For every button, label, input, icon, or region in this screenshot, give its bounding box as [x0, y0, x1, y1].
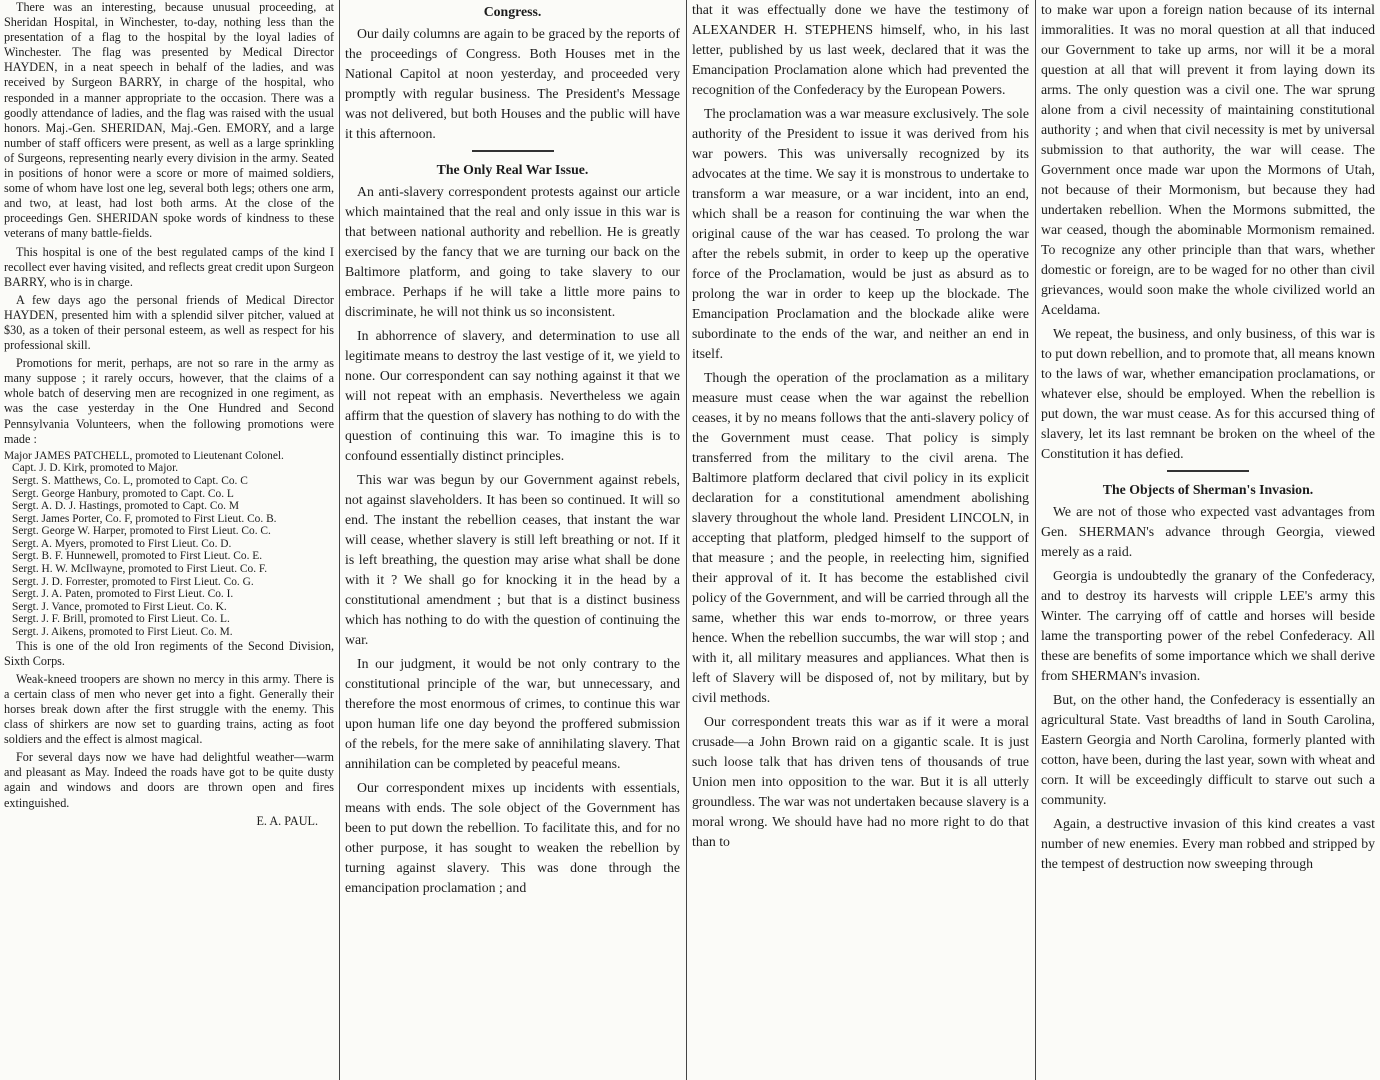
- article-paragraph: Weak-kneed troopers are shown no mercy in this army. There is a certain class of men who never get into a fight. Generally their horses break down after the first struggle with the enemy. This class of shirkers are now set to guarding trains, acting as foot soldiers and the effect is almost magical.: [4, 671, 334, 747]
- article-paragraph: This is one of the old Iron regiments of the Second Division, Sixth Corps.: [4, 638, 334, 668]
- article-paragraph: For several days now we have had delightful weather—warm and pleasant as May. Indeed the roads have got to be quite dusty again and windows and doors are thrown open and fires extinguished.: [4, 750, 334, 810]
- article-paragraph: to make war upon a foreign nation because of its internal immoralities. It was no moral question at all that induced our Government to take up arms, nor will it be a moral question at all that will prevent it from laying down its arms. The only question was a civil one. The war sprung alone from a civil necessity of maintaining constitutional authority ; and when that civil necessity is met by universal submission to that authority, the war will cease. The Government once made war upon the Mormons of Utah, not because of their Mormonism, but because they had undertaken rebellion. When the Mormons submitted, the war ceased, though the abominable Mormonism remained. To recognize any other principle than that wars, whether domestic or foreign, are to be waged for no other than civil grievances, would soon make the whole civilized world an Aceldama.: [1041, 2, 1375, 317]
- section-divider: [472, 150, 554, 152]
- article-paragraph: Our correspondent mixes up incidents with essentials, means with ends. The sole object of the Government has been to put down the rebellion. To facilitate this, and for no other purpose, it has sought to weaken the rebellion by turning against slavery. This was done through the emancipation proclamation ; and: [345, 780, 680, 895]
- article-heading: The Objects of Sherman's Invasion.: [1102, 482, 1314, 497]
- promotion-item: Sergt. S. Matthews, Co. L, promoted to Capt. Co. C: [12, 474, 248, 487]
- promotion-item: Sergt. H. W. McIlwayne, promoted to First Lieut. Co. F.: [12, 563, 268, 576]
- author-signature: E. A. PAUL.: [256, 813, 318, 828]
- article-paragraph: An anti-slavery correspondent protests against our article which maintained that the real and only issue in this war is that between national authority and rebellion. He is greatly exercised by the fancy that we are turning our back on the Baltimore platform, and going to take slavery to our embrace. Perhaps if he will take a little more pains to discriminate, he will not think us so inconsistent.: [345, 184, 680, 319]
- column-hospital-report: [4, 0, 334, 1080]
- column-rule: [686, 0, 687, 1080]
- article-paragraph: This war was begun by our Government against rebels, not against slaveholders. It has been so continued. It will so end. The instant the rebellion ceases, that instant the war will cease, whether slavery is still left breathing or not. If it is left breathing, the question may arise what shall be done with it ? We shall go for knocking it in the head by a constitutional amendment ; but that is a distinct business which has nothing to do with the question of continuing the war.: [345, 472, 680, 647]
- promotion-item: Sergt. J. A. Paten, promoted to First Lieut. Co. I.: [12, 588, 234, 601]
- promotion-item: Sergt. J. Aikens, promoted to First Lieut. Co. M.: [12, 626, 233, 639]
- column-rule: [339, 0, 340, 1080]
- promotion-item: Sergt. A. D. J. Hastings, promoted to Capt. Co. M: [12, 500, 239, 513]
- article-paragraph: A few days ago the personal friends of Medical Director HAYDEN, presented him with a splendid silver pitcher, valued at $30, as a token of their personal esteem, as well as respect for his professional skill.: [4, 292, 334, 353]
- promotion-item: Major JAMES PATCHELL, promoted to Lieutenant Colonel.: [4, 449, 284, 462]
- promotion-item: Sergt. J. D. Forrester, promoted to First Lieut. Co. G.: [12, 575, 254, 588]
- article-heading: Congress.: [483, 4, 542, 19]
- article-paragraph: Though the operation of the proclamation as a military measure must cease when the war against the rebellion ceases, it by no means follows that the anti-slavery policy of the Government must cease. That policy is simply transferred from the military to the civil arena. The Baltimore platform declared that civil policy in its explicit declaration for a constitutional amendment abolishing slavery throughout the whole land. President LINCOLN, in accepting that platform, pledged himself to the support of that measure ; and the people, in reelecting him, signified their approval of it. It has become the established civil policy of the Government, and will be carried through all the same, whether this war ends to-morrow, or three years hence. When the rebellion succumbs, the war will stop ; and with it, all military measures and appliances. What then is left of Slavery will be disposed of, not by military, but by civil methods.: [692, 370, 1029, 705]
- article-paragraph: This hospital is one of the best regulated camps of the kind I recollect ever having visited, and reflects great credit upon Surgeon BARRY, who is in charge.: [4, 244, 334, 289]
- section-divider: [1167, 470, 1249, 472]
- promotion-item: Sergt. James Porter, Co. F, promoted to First Lieut. Co. B.: [12, 512, 277, 525]
- column-rule: [1035, 0, 1036, 1080]
- column-editorial-congress: [345, 0, 680, 1080]
- promotion-item: Sergt. George W. Harper, promoted to First Lieut. Co. C.: [12, 525, 271, 538]
- article-paragraph: Our daily columns are again to be graced by the reports of the proceedings of Congress. Both Houses met in the National Capitol at noon yesterday, and proceeded very promptly with regular business. The President's Message was not delivered, but both Houses and the public will have it this afternoon.: [345, 26, 680, 141]
- article-paragraph: Georgia is undoubtedly the granary of the Confederacy, and to destroy its harvests will cripple LEE's army this Winter. The carrying off of cattle and horses will beside lame the transporting power of the rebel Confederacy. All these are benefits of some importance which we shall derive from SHERMAN's invasion.: [1041, 568, 1375, 683]
- column-editorial-continued: [692, 0, 1029, 1080]
- article-paragraph: We repeat, the business, and only business, of this war is to put down rebellion, and to promote that, all means known to the laws of war, whether emancipation proclamations, or whatever else, should be employed. When the rebellion is put down, the war must cease. As for this accursed thing of slavery, let its last remnant be broken on the wheel of the Constitution it has defied.: [1041, 326, 1375, 461]
- promotion-item: Sergt. B. F. Hunnewell, promoted to First Lieut. Co. E.: [12, 550, 263, 563]
- article-paragraph: Our correspondent treats this war as if it were a moral crusade—a John Brown raid on a gigantic scale. It is just such loose talk that has driven tens of thousands of true Union men into opposition to the war. But it is all utterly groundless. The war was not undertaken because slavery is a moral wrong. We should have had no more right to do that than to: [692, 714, 1029, 849]
- article-paragraph: Again, a destructive invasion of this kind creates a vast number of new enemies. Every man robbed and stripped by the tempest of destruction now sweeping through: [1041, 816, 1375, 871]
- article-paragraph: But, on the other hand, the Confederacy is essentially an agricultural State. Vast breadths of land in South Carolina, Eastern Georgia and North Carolina, formerly planted with cotton, have been, during the last year, sown with wheat and corn. It will be exceedingly difficult to starve out such a community.: [1041, 692, 1375, 807]
- article-paragraph: In abhorrence of slavery, and determination to use all legitimate means to destroy the last vestige of it, we yield to none. Our correspondent can say nothing against it that we will not repeat with an emphasis. Nevertheless we again affirm that the question of slavery has nothing to do with the question of continuing this war. To imagine this is to confound essentially distinct principles.: [345, 328, 680, 463]
- column-editorial-sherman: [1041, 0, 1375, 1080]
- promotion-item: Capt. J. D. Kirk, promoted to Major.: [12, 462, 179, 475]
- article-paragraph: We are not of those who expected vast advantages from Gen. SHERMAN's advance through Georgia, viewed merely as a raid.: [1041, 504, 1375, 559]
- promotion-item: Sergt. J. F. Brill, promoted to First Lieut. Co. L.: [12, 613, 230, 626]
- promotion-item: Sergt. George Hanbury, promoted to Capt. Co. L: [12, 487, 234, 500]
- promotions-list: [4, 450, 334, 639]
- article-paragraph: In our judgment, it would be not only contrary to the constitutional principle of the war, but unnecessary, and therefore the most enormous of crimes, to continue this war upon human life one day beyond the proffered submission of the rebels, for the mere sake of annihilating slavery. That annihilation can be completed by peaceful means.: [345, 656, 680, 771]
- article-paragraph: that it was effectually done we have the testimony of ALEXANDER H. STEPHENS himself, who, in his last letter, published by us last week, declared that it was the Emancipation Proclamation alone which had prevented the recognition of the Confederacy by the European Powers.: [692, 2, 1029, 97]
- article-paragraph: The proclamation was a war measure exclusively. The sole authority of the President to issue it was derived from his war powers. This was universally recognized by its advocates at the time. We say it is monstrous to undertake to transform a war measure, or a war incident, into an end, which shall be a reason for continuing the war when the original cause of the war has ceased. To prolong the war after the rebels submit, in order to keep up the operative force of the Proclamation, would be just as absurd as to prolong the war in order to keep up the blockade. The Emancipation Proclamation and the blockade alike were subordinate to the ends of the war, and neither an end in itself.: [692, 106, 1029, 361]
- promotion-item: Sergt. J. Vance, promoted to First Lieut. Co. K.: [12, 600, 227, 613]
- article-paragraph: There was an interesting, because unusual proceeding, at Sheridan Hospital, in Winchester, to-day, nothing less than the presentation of a flag to the hospital by the loyal ladies of Winchester. The flag was presented by Medical Director HAYDEN, in a neat speech in behalf of the ladies, and was received by Surgeon BARRY, in charge of the hospital, who responded in a manner appropriate to the occasion. There was a goodly attendance of ladies, and the flag was raised with the usual honors. Maj.-Gen. SHERIDAN, Maj.-Gen. EMORY, and a large number of staff officers were present, as well as a large sprinkling of Surgeons, representing nearly every division in the army. Seated in positions of honor were a score or more of maimed soldiers, some of whom have lost one leg, several both legs; others one arm, and two, at least, had lost both arms. At the close of the proceedings Gen. SHERIDAN spoke words of kindness to these veterans of many battle-fields.: [4, 0, 334, 241]
- article-heading: The Only Real War Issue.: [436, 162, 589, 177]
- article-paragraph: Promotions for merit, perhaps, are not so rare in the army as many suppose ; it rarely occurs, however, that the claims of a whole batch of deserving men are recognized in one regiment, as was the case yesterday in the One Hundred and Second Pennsylvania Volunteers, when the following promotions were made :: [4, 356, 334, 446]
- promotion-item: Sergt. A. Myers, promoted to First Lieut. Co. D.: [12, 537, 232, 550]
